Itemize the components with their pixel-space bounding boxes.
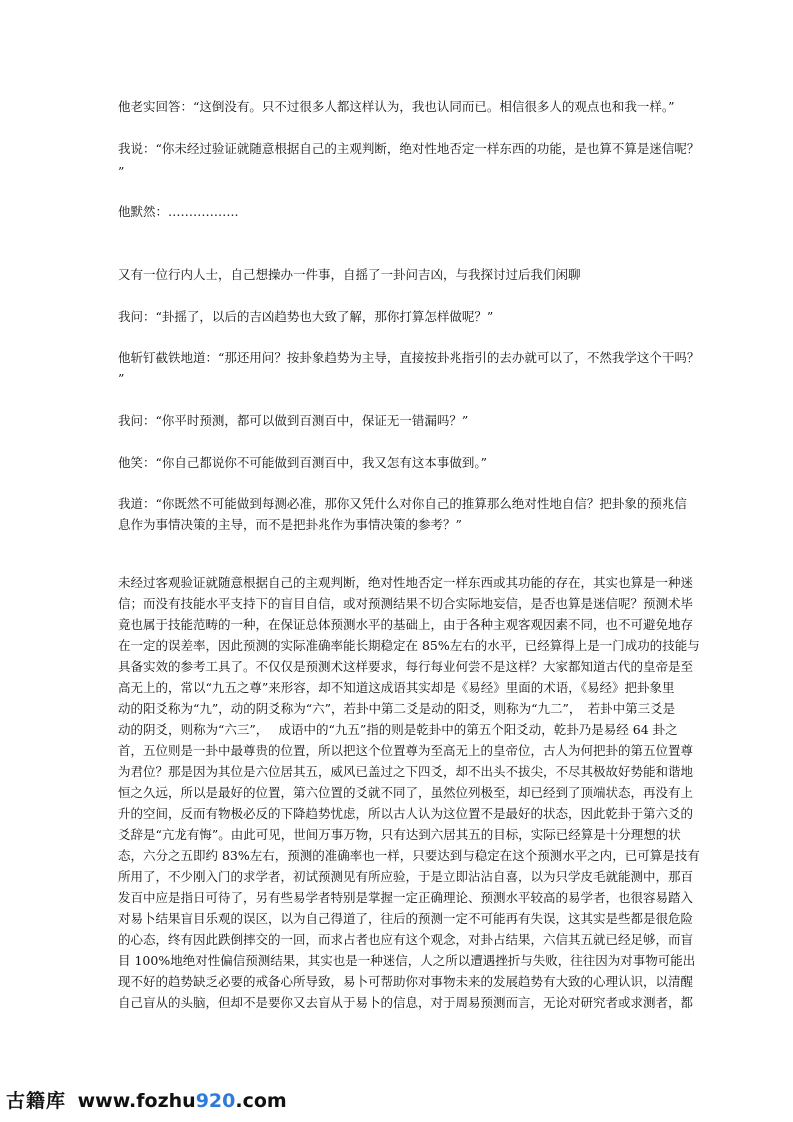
paragraph-line: 自己盲从的头脑，但却不是要你又去盲从于易卜的信息，对于周易预测而言，无论对研究者或求测者，都: [118, 995, 694, 1010]
paragraph-line: 所用了，不少刚入门的求学者，初试预测见有所应验，于是立即沾沾自喜，以为只学皮毛就能测中，那百: [118, 869, 694, 884]
paragraph-line: 的心态，终有因此跌倒摔交的一回，而求占者也应有这个观念，对卦占结果，六信其五就已经足够，而盲: [118, 932, 694, 947]
dialogue-line: 我说：“你未经过验证就随意根据自己的主观判断，绝对性地否定一样东西的功能，是也算不算是迷信呢？: [118, 141, 700, 156]
dialogue-line: ”: [118, 371, 125, 386]
footer-site-url[interactable]: [78, 1090, 287, 1112]
site-prefix: www.fozhu: [77, 1090, 196, 1112]
paragraph-line: 在一定的误差率，因此预测的实际准确率能长期稳定在 85%左右的水平，已经算得上是一门成功的技能与: [118, 638, 700, 653]
dialogue-line: 我问：“卦摇了，以后的吉凶趋势也大致了解，那你打算怎样做呢？”: [118, 309, 494, 324]
paragraph-line: 未经过客观验证就随意根据自己的主观判断，绝对性地否定一样东西或其功能的存在，其实也算是一种迷: [118, 575, 694, 590]
dialogue-line: ”: [118, 164, 125, 179]
footer-watermark: [6, 1086, 287, 1116]
dialogue-line: 我道：“你既然不可能做到每测必准，那你又凭什么对你自己的推算那么绝对性地自信？把卦象的预兆信: [118, 496, 687, 511]
dialogue-line: 息作为事情决策的主导，而不是把卦兆作为事情决策的参考？”: [118, 517, 462, 532]
site-suffix: .com: [235, 1090, 287, 1112]
paragraph-line: 升的空间，反而有物极必反的下降趋势忧虑，所以古人认为这位置不是最好的状态，因此乾卦于第六爻的: [118, 806, 694, 821]
paragraph-line: 恒之久远，所以是最好的位置，第六位置的爻就不同了，虽然位列极至，却已经到了顶端状态，再没有上: [118, 785, 694, 800]
dialogue-line: 他斩钉截铁地道：“那还用问？按卦象趋势为主导，直接按卦兆指引的去办就可以了，不然我学这个干吗？: [118, 350, 700, 365]
dialogue-line: 又有一位行内人士，自己想操办一件事，自摇了一卦问吉凶，与我探讨过后我们闲聊: [118, 267, 581, 282]
paragraph-line: 动的阳爻称为“九”，动的阴爻称为“六”，若卦中第二爻是动的阳爻，则称为“九二”， 若卦中第三爻是: [118, 701, 676, 716]
paragraph-line: 现不好的趋势缺乏必要的戒备心所导致，易卜可帮助你对事物未来的发展趋势有大致的心理认识，以清醒: [118, 974, 694, 989]
paragraph-line: 动的阴爻，则称为“六三”， 成语中的“九五”指的则是乾卦中的第五个阳爻动，乾卦乃是易经 64 卦之: [118, 722, 678, 737]
paragraph-line: 信；而没有技能水平支持下的盲目自信，或对预测结果不切合实际地妄信，是否也算是迷信呢？预测术毕: [118, 596, 694, 611]
paragraph-line: 高无上的，常以“九五之尊”来形容，却不知道这成语其实却是《易经》里面的术语，《易经》把卦象里: [118, 680, 675, 695]
paragraph-line: 发百中应是指日可待了，另有些易学者特别是掌握一定正确理论、预测水平较高的易学者，也很容易踏入: [118, 890, 694, 905]
paragraph-line: 对易卜结果盲目乐观的误区，以为自己得道了，往后的预测一定不可能再有失误，这其实是些都是很危险: [118, 911, 694, 926]
paragraph-line: 具备实效的参考工具了。不仅仅是预测术这样要求，每行每业何尝不是这样？大家都知道古代的皇帝是至: [118, 659, 694, 674]
dialogue-line: 他默然：……………..: [118, 204, 239, 219]
dialogue-line: 他笑：“你自己都说你不可能做到百测百中，我又怎有这本事做到。”: [118, 455, 488, 470]
dialogue-line: 我问：“你平时预测，都可以做到百测百中，保证无一错漏吗？”: [118, 413, 469, 428]
paragraph-line: 爻辞是“亢龙有悔”。由此可见，世间万事万物，只有达到六居其五的目标，实际已经算是十分理想的状: [118, 827, 681, 842]
paragraph-line: 目 100%地绝对性偏信预测结果，其实也是一种迷信，人之所以遭遇挫折与失败，往往因为对事物可能出: [118, 953, 696, 968]
dialogue-line: 他老实回答：“这倒没有。只不过很多人都这样认为，我也认同而已。相信很多人的观点也和我一样。”: [118, 99, 675, 114]
site-accent: 920: [195, 1090, 236, 1112]
footer-brand: 古籍库: [6, 1090, 67, 1112]
paragraph-line: 首，五位则是一卦中最尊贵的位置，所以把这个位置尊为至高无上的皇帝位，古人为何把卦的第五位置尊: [118, 743, 694, 758]
paragraph-line: 竟也属于技能范畴的一种，在保证总体预测水平的基础上，由于各种主观客观因素不同，也不可避免地存: [118, 617, 694, 632]
paragraph-line: 态，六分之五即约 83%左右，预测的准确率也一样，只要达到与稳定在这个预测水平之内，已可算是技有: [118, 848, 700, 863]
paragraph-line: 为君位？那是因为其位是六位居其五，威风已盖过之下四爻，却不出头不拔尖，不尽其极故好势能和谐地: [118, 764, 694, 779]
